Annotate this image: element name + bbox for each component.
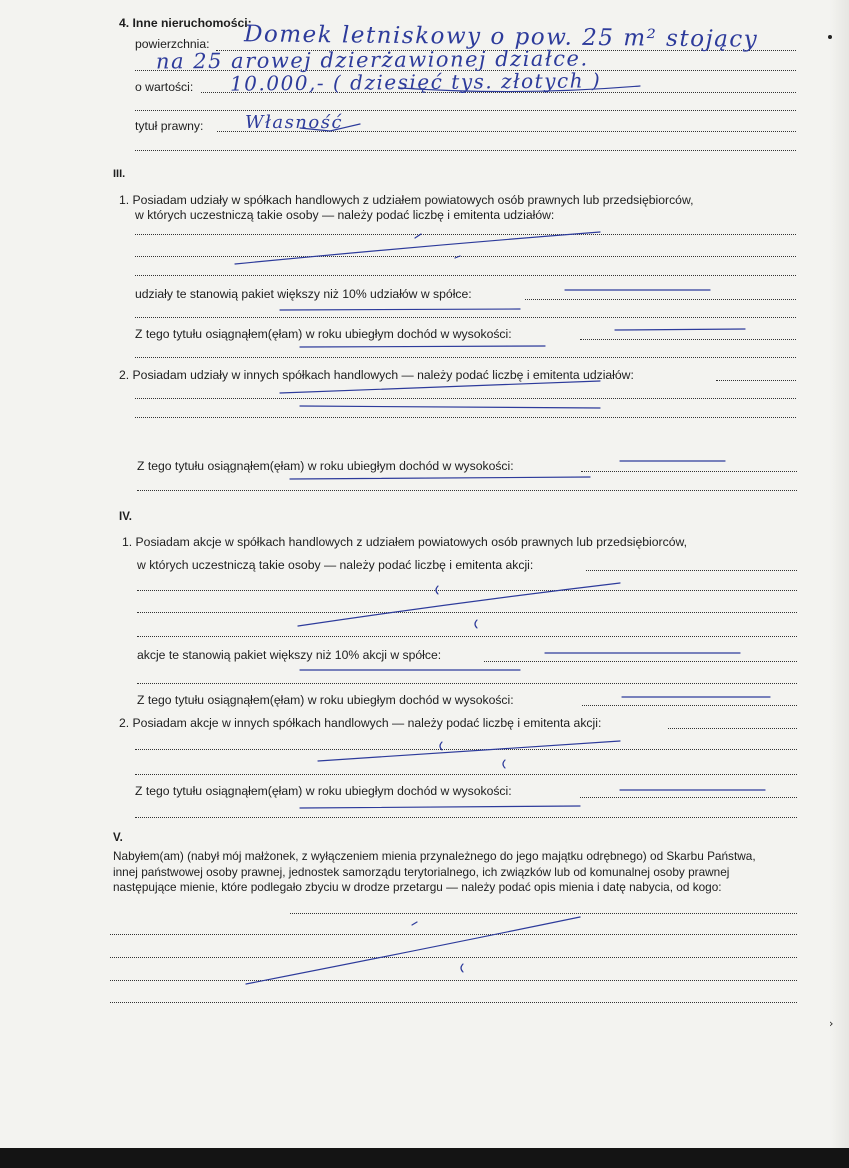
IV-1-strike (298, 583, 620, 626)
III-1-tick-2 (455, 256, 460, 258)
section-III-heading: III. (113, 168, 126, 180)
IV-2-mark (440, 742, 442, 750)
III-stake-label: udziały te stanowią pakiet większy niż 10% udziałów w spółce: (135, 287, 472, 301)
section-IV-heading: IV. (119, 511, 133, 523)
V-mark (461, 964, 463, 972)
area-handwritten-2: na 25 arowej dzierżawionej działce. (155, 46, 589, 74)
III-2-text: 2. Posiadam udziały w innych spółkach handlowych — należy podać liczbę i emitenta udziałów: (119, 368, 634, 382)
IV-1-line-1: 1. Posiadam akcje w spółkach handlowych z udziałem powiatowych osób prawnych lub przedsiębiorców, (122, 535, 687, 549)
V-strike (246, 917, 580, 984)
IV-1-mark-2 (475, 620, 477, 628)
V-paragraph: Nabyłem(am) (nabył mój małżonek, z wyłączeniem mienia przynależnego do jego majątku odrębnego) od Skarbu Państwa, innej państwowej osoby prawnej, jednostek samorządu terytorialnego, ich związków lub od komunalnej osoby prawnej następujące mienie, które podlegało zbyciu w drodze przetargu — należy podać opis mienia i datę nabycia, od kogo: (113, 849, 756, 894)
legal-title-label: tytuł prawny: (135, 119, 204, 133)
IV-2-mark-2 (503, 760, 505, 768)
value-label: o wartości: (135, 80, 194, 94)
III-income-underline (615, 329, 745, 330)
III-income-label-1: Z tego tytułu osiągnąłem(ęłam) w roku ubiegłym dochód w wysokości: (135, 327, 512, 341)
IV-stake-label: akcje te stanowią pakiet większy niż 10% akcji w spółce: (137, 648, 442, 662)
III-stake-underline-2 (280, 309, 520, 310)
scan-dot (828, 35, 832, 39)
section-V-heading: V. (113, 832, 123, 844)
IV-income-2-underline-2 (300, 806, 580, 808)
scan-arrow-glyph: › (829, 1017, 834, 1030)
III-2-strike-2 (300, 406, 600, 408)
III-income-2-underline-2 (290, 477, 590, 479)
III-1-line-2: w których uczestniczą takie osoby — należy podać liczbę i emitenta udziałów: (135, 208, 555, 222)
IV-2-text: 2. Posiadam akcje w innych spółkach handlowych — należy podać liczbę i emitenta akcji: (119, 716, 602, 730)
V-tick (412, 922, 417, 925)
IV-1-mark (436, 586, 438, 594)
IV-income-label-1: Z tego tytułu osiągnąłem(ęłam) w roku ubiegłym dochód w wysokości: (137, 693, 514, 707)
section-4-heading: 4. Inne nieruchomości: (119, 16, 252, 30)
III-2-strike (280, 381, 600, 393)
III-income-label-2: Z tego tytułu osiągnąłem(ęłam) w roku ubiegłym dochód w wysokości: (137, 459, 514, 473)
III-1-tick (415, 234, 421, 238)
value-bracket-stroke (400, 86, 640, 92)
title-underline-stroke (300, 124, 360, 131)
legal-title-handwritten: Własność (245, 112, 344, 133)
IV-income-label-2: Z tego tytułu osiągnąłem(ęłam) w roku ubiegłym dochód w wysokości: (135, 784, 512, 798)
IV-1-line-2: w których uczestniczą takie osoby — należy podać liczbę i emitenta akcji: (137, 558, 534, 572)
III-income-underline-2 (300, 346, 545, 347)
area-handwritten-1: Domek letniskowy o pow. 25 m² stojący (243, 21, 759, 53)
area-label: powierzchnia: (135, 37, 210, 51)
value-handwritten: 10.000,- ( dziesięć tys. złotych ) (229, 68, 602, 96)
IV-2-strike (318, 741, 620, 761)
III-1-line-1: 1. Posiadam udziały w spółkach handlowych z udziałem powiatowych osób prawnych lub przedsiębiorców, (119, 193, 694, 207)
